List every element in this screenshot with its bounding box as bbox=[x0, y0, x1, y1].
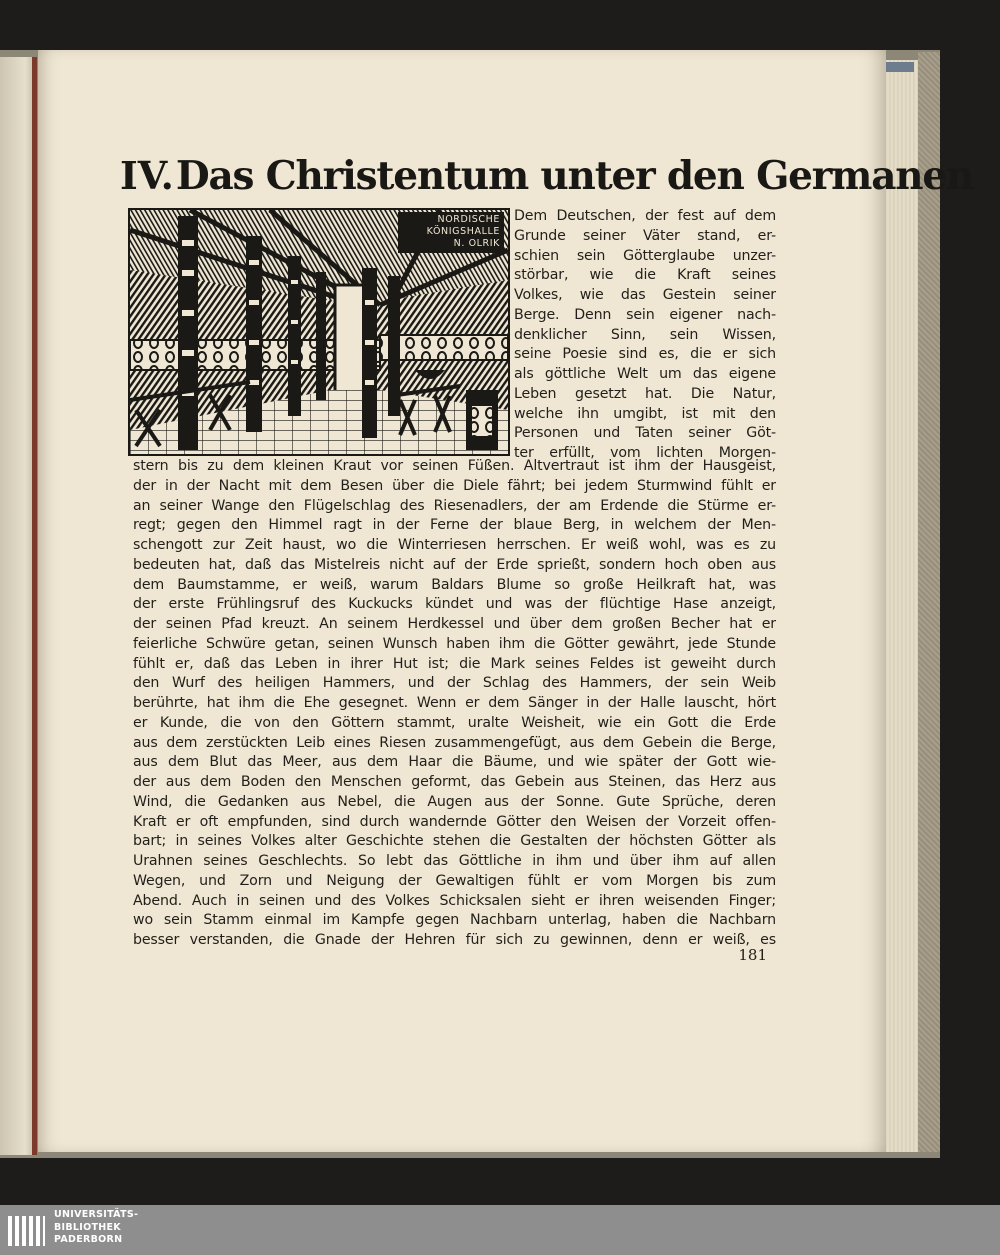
body-text-line: den Wurf des heiligen Hammers, und der Schlag des Hammers, der sein Weib bbox=[133, 675, 776, 692]
woodcut-caption: NORDISCHE KÖNIGSHALLE N. OLRIK bbox=[398, 212, 504, 253]
library-name-line2: BIBLIOTHEK bbox=[54, 1221, 121, 1233]
chapter-title-text: Das Christentum unter den Germanen bbox=[175, 153, 974, 199]
book-spine-cloth bbox=[918, 52, 940, 1152]
library-name-line1: UNIVERSITÄTS- bbox=[54, 1209, 139, 1220]
body-text-line: Urahnen seines Geschlechts. So lebt das Göttliche in ihm und über ihm auf allen bbox=[133, 853, 776, 869]
side-text-line: schien sein Götterglaube unzer- bbox=[514, 247, 776, 264]
body-text-line: stern bis zu dem kleinen Kraut vor seinen Füßen. Altvertraut ist ihm der Hausgeist, bbox=[133, 458, 776, 474]
library-name-line3: PADERBORN bbox=[54, 1234, 123, 1245]
body-text-line: berührte, hat ihm die Ehe gesegnet. Wenn er dem Sänger in der Halle lauscht, hört bbox=[133, 695, 776, 711]
side-text-line: Berge. Denn sein eigener nach- bbox=[514, 306, 776, 323]
body-text-line: an seiner Wange den Flügelschlag des Riesenadlers, der am Erdende die Stürme er- bbox=[133, 497, 776, 514]
body-text-line: er Kunde, die von den Göttern stammt, uralte Weisheit, wie ein Gott die Erde bbox=[133, 714, 776, 731]
body-text-line: Abend. Auch in seinen und des Volkes Schicksalen sieht er ihren weisenden Finger; bbox=[133, 892, 776, 909]
body-text-line: Kraft er oft empfunden, sind durch wandernde Götter den Weisen der Vorzeit offen- bbox=[133, 813, 776, 830]
library-logo-icon bbox=[6, 1210, 46, 1250]
body-text-line: Wind, die Gedanken aus Nebel, die Augen aus der Sonne. Gute Sprüche, deren bbox=[133, 793, 776, 810]
body-text-line: dem Baumstamme, er weiß, warum Baldars Blume so große Heilkraft hat, was bbox=[133, 576, 776, 593]
body-text-line: Wegen, und Zorn und Neigung der Gewaltigen fühlt er vom Morgen bis zum bbox=[133, 872, 776, 889]
page-marker-edge bbox=[32, 57, 37, 1155]
library-footer-bar bbox=[0, 1205, 1000, 1255]
body-text-line: fühlt er, daß das Leben in ihrer Hut ist; die Mark seines Feldes ist geweiht durch bbox=[133, 655, 776, 672]
body-text-line: feierliche Schwüre getan, seinen Wunsch haben ihm die Götter gewährt, jede Stunde bbox=[133, 635, 776, 652]
side-text-line: Personen und Taten seiner Göt- bbox=[514, 425, 776, 442]
side-text-line: denklicher Sinn, sein Wissen, bbox=[514, 326, 776, 343]
woodcut-illustration bbox=[128, 208, 510, 456]
body-text-line: regt; gegen den Himmel ragt in der Ferne der blaue Berg, in welchem der Men- bbox=[133, 517, 776, 534]
body-text-line: besser verstanden, die Gnade der Hehren für sich zu gewinnen, denn er weiß, es bbox=[133, 932, 776, 948]
side-text-line: störbar, wie die Kraft seines bbox=[514, 267, 776, 284]
body-text-line: aus dem Blut das Meer, aus dem Haar die Bäume, und wie später der Gott wie- bbox=[133, 754, 776, 771]
side-text-line: welche ihn umgibt, ist mit den bbox=[514, 405, 776, 422]
side-text-line: Dem Deutschen, der fest auf dem bbox=[514, 208, 776, 224]
chapter-title bbox=[120, 152, 974, 200]
side-text-line: seine Poesie sind es, die er sich bbox=[514, 346, 776, 363]
body-text-line: der erste Frühlingsruf des Kuckucks kündet und was der flüchtige Hase anzeigt, bbox=[133, 596, 776, 613]
chapter-numeral: IV. bbox=[120, 153, 174, 198]
side-text-line: Volkes, wie das Gestein seiner bbox=[514, 287, 776, 303]
body-text-line: bart; in seines Volkes alter Geschichte stehen die Gestalten der höchsten Götter als bbox=[133, 833, 776, 850]
body-text-line: aus dem zerstückten Leib eines Riesen zusammengefügt, aus dem Gebein die Berge, bbox=[133, 734, 776, 751]
body-text-line: der seinen Pfad kreuzt. An seinem Herdkessel und über dem großen Becher hat er bbox=[133, 616, 776, 632]
body-text-line: der aus dem Boden den Menschen geformt, das Gebein aus Steinen, das Herz aus bbox=[133, 774, 776, 790]
body-text-line: schengott zur Zeit haust, wo die Winterriesen herrschen. Er weiß wohl, was es zu bbox=[133, 537, 776, 553]
side-text-line: Leben gesetzt hat. Die Natur, bbox=[514, 385, 776, 402]
library-name bbox=[54, 1209, 138, 1247]
side-text-line: als göttliche Welt um das eigene bbox=[514, 366, 776, 382]
side-text-line: Grunde seiner Väter stand, er- bbox=[514, 227, 776, 244]
body-text-line: wo sein Stamm einmal im Kampfe gegen Nachbarn unterlag, haben die Nachbarn bbox=[133, 912, 776, 929]
body-text-line: bedeuten hat, daß das Mistelreis nicht auf der Erde sprießt, sondern hoch oben aus bbox=[133, 556, 776, 573]
side-text-line: ter erfüllt, vom lichten Morgen- bbox=[514, 445, 776, 461]
page-number: 181 bbox=[738, 946, 767, 964]
left-page-edge bbox=[0, 57, 36, 1155]
body-text-line: der in der Nacht mit dem Besen über die Diele fährt; bei jedem Sturmwind fühlt er bbox=[133, 477, 776, 494]
